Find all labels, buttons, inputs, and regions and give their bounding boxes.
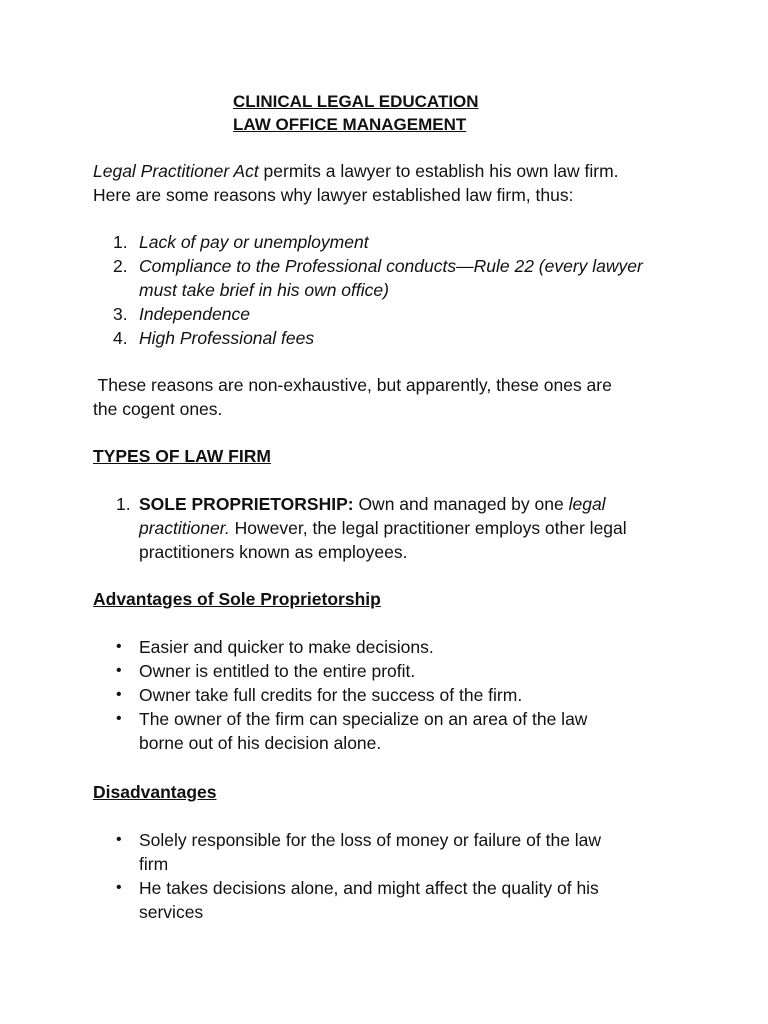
- advantages-section-title: Advantages of Sole Proprietorship: [93, 589, 381, 609]
- list-item: [93, 659, 693, 683]
- list-item-line: The owner of the firm can specialize on an area of the law: [139, 709, 588, 729]
- list-item: [93, 326, 693, 350]
- list-number: 4.: [113, 328, 128, 348]
- bullet-icon: •: [116, 831, 122, 848]
- types-section-title: TYPES OF LAW FIRM: [93, 446, 271, 466]
- list-number: 1.: [116, 494, 131, 514]
- list-item: [93, 230, 693, 254]
- disadvantages-section-title: Disadvantages: [93, 782, 217, 802]
- list-number: 2.: [113, 256, 128, 276]
- list-item-line: Solely responsible for the loss of money or failure of the law: [139, 830, 602, 850]
- list-item-line: must take brief in his own office): [139, 280, 389, 300]
- type-item-italic-b: practitioner.: [139, 518, 230, 538]
- type-item-bold: SOLE PROPRIETORSHIP:: [139, 494, 354, 514]
- type-item-italic-a: legal: [568, 494, 606, 514]
- type-item-line-2: [139, 516, 693, 540]
- bullet-icon: •: [116, 710, 122, 727]
- type-item-line-3: practitioners known as employees.: [139, 542, 408, 562]
- note-line-1: These reasons are non-exhaustive, but apparently, these ones are: [93, 375, 612, 395]
- reasons-list: [93, 230, 693, 350]
- list-item: [93, 707, 693, 755]
- list-item-line: Compliance to the Professional conducts—Rule 22 (every lawyer: [139, 256, 643, 276]
- list-item-line: Owner is entitled to the entire profit.: [139, 661, 416, 681]
- list-item-line: High Professional fees: [139, 328, 315, 348]
- list-number: 1.: [113, 232, 128, 252]
- advantages-list: [93, 635, 693, 755]
- note-paragraph: [93, 373, 693, 421]
- list-item: [93, 683, 693, 707]
- list-item-line: services: [139, 902, 204, 922]
- list-item: [93, 302, 693, 326]
- intro-line-1-rest: permits a lawyer to establish his own law firm.: [258, 161, 619, 181]
- heading-line-2: LAW OFFICE MANAGEMENT: [233, 115, 467, 134]
- list-item-line: He takes decisions alone, and might affect the quality of his: [139, 878, 599, 898]
- intro-paragraph: [93, 159, 693, 207]
- list-item-line: Independence: [139, 304, 250, 324]
- type-item-line-1: [139, 492, 693, 516]
- intro-italic-lead: Legal Practitioner Act: [93, 161, 259, 181]
- list-item-line: Easier and quicker to make decisions.: [139, 637, 434, 657]
- list-number: 3.: [113, 304, 128, 324]
- list-item: [93, 876, 693, 924]
- bullet-icon: •: [116, 686, 122, 703]
- disadvantages-list: [93, 828, 693, 924]
- list-item-line: Owner take full credits for the success of the firm.: [139, 685, 523, 705]
- list-item: [93, 828, 693, 876]
- document-heading: [233, 90, 479, 136]
- list-item-line: firm: [139, 854, 169, 874]
- intro-line-1: [93, 159, 693, 183]
- types-list: [93, 492, 693, 564]
- list-item: [93, 492, 693, 564]
- list-item: [93, 254, 693, 302]
- type-item-text-a: Own and managed by one: [353, 494, 569, 514]
- bullet-icon: •: [116, 638, 122, 655]
- bullet-icon: •: [116, 662, 122, 679]
- list-item-line: borne out of his decision alone.: [139, 733, 382, 753]
- note-line-2: the cogent ones.: [93, 399, 223, 419]
- type-item-text-b: However, the legal practitioner employs other legal: [229, 518, 627, 538]
- list-item-line: Lack of pay or unemployment: [139, 232, 369, 252]
- heading-line-1: CLINICAL LEGAL EDUCATION: [233, 92, 479, 111]
- list-item: [93, 635, 693, 659]
- intro-line-2: Here are some reasons why lawyer established law firm, thus:: [93, 185, 574, 205]
- bullet-icon: •: [116, 879, 122, 896]
